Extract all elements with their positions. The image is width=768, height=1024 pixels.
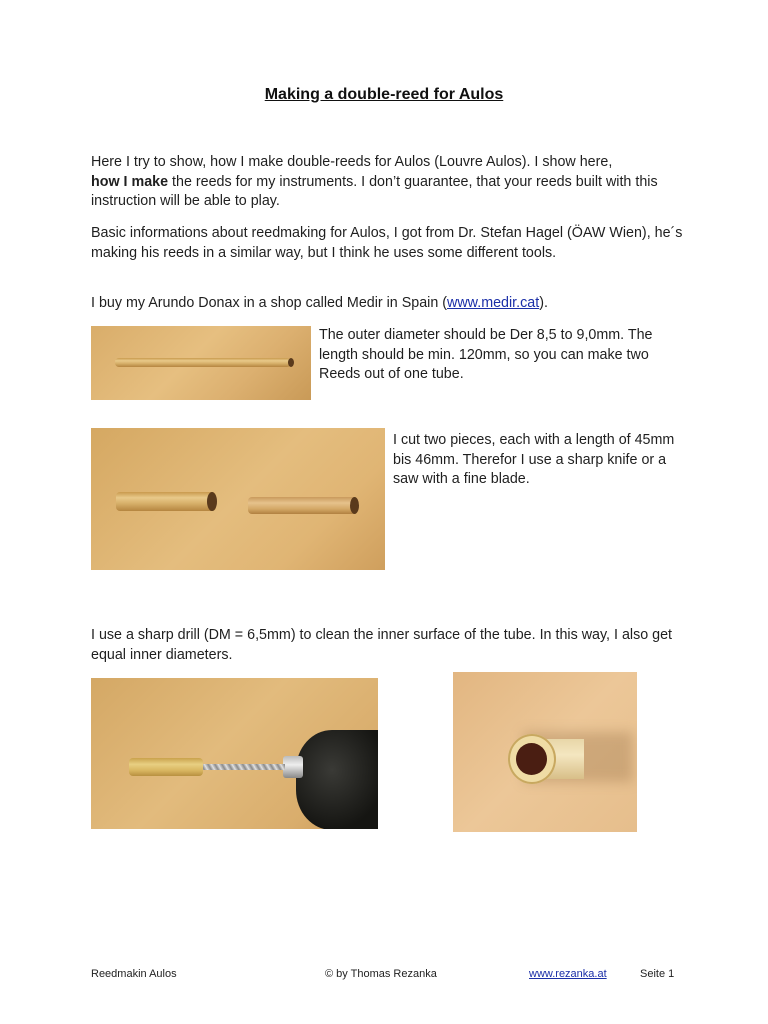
intro-bold-text: how I make bbox=[91, 173, 169, 190]
drill-chuck-body bbox=[296, 730, 378, 829]
photo-tube-bore bbox=[453, 672, 637, 832]
footer-page-number: Seite 1 bbox=[640, 968, 675, 980]
footer-copyright: © by Thomas Rezanka bbox=[325, 968, 437, 980]
drill-chuck-collar bbox=[283, 756, 303, 778]
drill-bit bbox=[201, 764, 285, 770]
cut-piece-right bbox=[248, 497, 356, 514]
step1-text: The outer diameter should be Der 8,5 to 9,0mm. The length should be min. 120mm, so you can make two Reeds out of one tube. bbox=[319, 327, 653, 382]
cut-piece-left-end bbox=[207, 492, 217, 511]
tube-bore-hole bbox=[516, 743, 547, 775]
purchase-text-before: I buy my Arundo Donax in a shop called Medir in Spain ( bbox=[91, 295, 448, 311]
footer-website-link[interactable]: www.rezanka.at bbox=[529, 968, 607, 980]
cane-tube-shape bbox=[115, 358, 291, 367]
purchase-paragraph bbox=[91, 294, 691, 314]
cut-piece-right-end bbox=[350, 497, 359, 514]
photo-cut-pieces bbox=[91, 428, 385, 570]
intro-paragraph bbox=[91, 153, 691, 212]
intro-text-2: the reeds for my instruments. I don’t guarantee, that your reeds built with this instruction will be able to play. bbox=[91, 173, 658, 209]
medir-link[interactable]: www.medir.cat bbox=[447, 295, 540, 311]
photo-drill bbox=[91, 678, 378, 829]
cane-tube-end bbox=[288, 358, 294, 367]
photo-cane-tube bbox=[91, 326, 311, 400]
cane-on-drill bbox=[129, 758, 203, 776]
footer-title: Reedmakin Aulos bbox=[91, 968, 177, 980]
intro-text-1: Here I try to show, how I make double-reeds for Aulos (Louvre Aulos). I show here, bbox=[91, 154, 613, 170]
purchase-text-after: ). bbox=[539, 295, 548, 311]
step2-text: I cut two pieces, each with a length of 45mm bis 46mm. Therefor I use a sharp knife or a saw with a fine blade. bbox=[393, 432, 675, 487]
page-title: Making a double-reed for Aulos bbox=[264, 86, 504, 103]
step3-text: I use a sharp drill (DM = 6,5mm) to clean the inner surface of the tube. In this way, I also get equal inner diameters. bbox=[91, 627, 673, 663]
basic-info-paragraph: Basic informations about reedmaking for Aulos, I got from Dr. Stefan Hagel (ÖAW Wien), he´s making his reeds in a similar way, but I think he uses some different tools. bbox=[91, 225, 683, 261]
cut-piece-left bbox=[116, 492, 216, 511]
